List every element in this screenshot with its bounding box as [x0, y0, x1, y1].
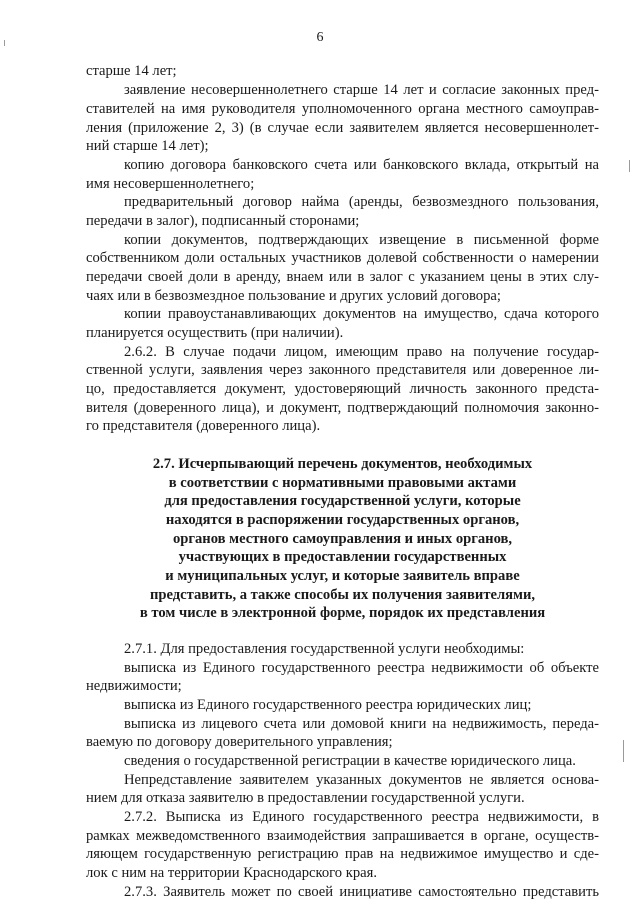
text-line: сведения о государственной регистрации в качестве юридического лица.: [124, 753, 576, 769]
text-line: 2.7.1. Для предоставления государственной услуги необходимы:: [124, 641, 525, 657]
text-line: имя несовершеннолетнего;: [86, 176, 255, 192]
text-line: го представителя (доверенного лица).: [86, 418, 321, 434]
section-heading-line: в соответствии с нормативными правовыми актами: [168, 475, 517, 491]
scan-artifact-mark: [623, 740, 624, 762]
text-line: нием для отказа заявителю в предоставлении государственной услуги.: [86, 790, 525, 806]
text-line: ставителей на имя руководителя уполномоченного органа местного самоуправ-: [86, 101, 599, 117]
text-line: планируется осуществить (при наличии).: [86, 325, 344, 341]
text-line: выписка из Единого государственного реестра недвижимости об объекте: [124, 660, 599, 676]
text-line: копии правоустанавливающих документов на имущество, сдача которого: [124, 306, 599, 322]
text-line: вителя (доверенного лица), и документ, подтверждающий полномочия законно-: [86, 400, 599, 416]
text-line: 2.7.3. Заявитель может по своей инициативе самостоятельно представить: [124, 884, 599, 900]
text-line: ления (приложение 2, 3) (в случае если заявителем является несовершеннолет-: [86, 120, 599, 136]
section-heading-line: для предоставления государственной услуги, которые: [164, 493, 521, 509]
section-heading-line: участвующих в предоставлении государственных: [178, 549, 507, 565]
section-heading-line: органов местного самоуправления и иных органов,: [172, 531, 513, 547]
text-line: ваемую по договору доверительного управления;: [86, 734, 393, 750]
scan-artifact-mark: [4, 40, 5, 46]
text-line: чаях или в безвозмездное пользование и других условий договора;: [86, 288, 501, 304]
section-heading-line: 2.7. Исчерпывающий перечень документов, необходимых: [152, 456, 533, 472]
text-line: ний старше 14 лет);: [86, 138, 209, 154]
text-line: ляющем государственную регистрацию прав на недвижимое имущество и сде-: [86, 846, 599, 862]
text-line: 2.6.2. В случае подачи лицом, имеющим право на получение государ-: [124, 344, 599, 360]
text-line: лок с ним на территории Краснодарского края.: [86, 865, 377, 881]
section-heading-line: представить, а также способы их получения заявителями,: [149, 587, 536, 603]
text-line: копии документов, подтверждающих извещение в письменной форме: [124, 232, 599, 248]
text-line: выписка из Единого государственного реестра юридических лиц;: [124, 697, 532, 713]
text-line: ственной услуги, заявления через законного представителя или доверенное ли-: [86, 362, 599, 378]
text-line: старше 14 лет;: [86, 63, 177, 79]
text-line: 2.7.2. Выписка из Единого государственного реестра недвижимости, в: [124, 809, 599, 825]
text-line: недвижимости;: [86, 678, 182, 694]
text-line: предварительный договор найма (аренды, безвозмездного пользования,: [124, 194, 599, 210]
text-line: передачи своей доли в аренду, внаем или в залог с указанием цены в этих слу-: [86, 269, 599, 285]
section-heading-line: в том числе в электронной форме, порядок их представления: [139, 605, 546, 621]
scan-artifact-mark: [629, 160, 630, 172]
text-line: заявление несовершеннолетнего старше 14 лет и согласие законных пред-: [124, 82, 599, 98]
text-line: собственником доли остальных участников долевой собственности о намерении: [86, 250, 599, 266]
text-line: Непредставление заявителем указанных документов не является основа-: [124, 772, 599, 788]
text-line: цо, предоставляется документ, удостоверяющий личность законного предста-: [86, 381, 599, 397]
text-line: копию договора банковского счета или банковского вклада, открытый на: [124, 157, 599, 173]
text-line: рамках межведомственного взаимодействия запрашивается в органе, осуществ-: [86, 828, 599, 844]
text-line: передачи в залог), подписанный сторонами;: [86, 213, 360, 229]
text-line: выписка из лицевого счета или домовой книги на недвижимость, переда-: [124, 716, 599, 732]
section-heading-line: находятся в распоряжении государственных органов,: [165, 512, 520, 528]
page-number: 6: [316, 30, 324, 45]
section-heading-line: и муниципальных услуг, и которые заявитель вправе: [165, 568, 520, 584]
